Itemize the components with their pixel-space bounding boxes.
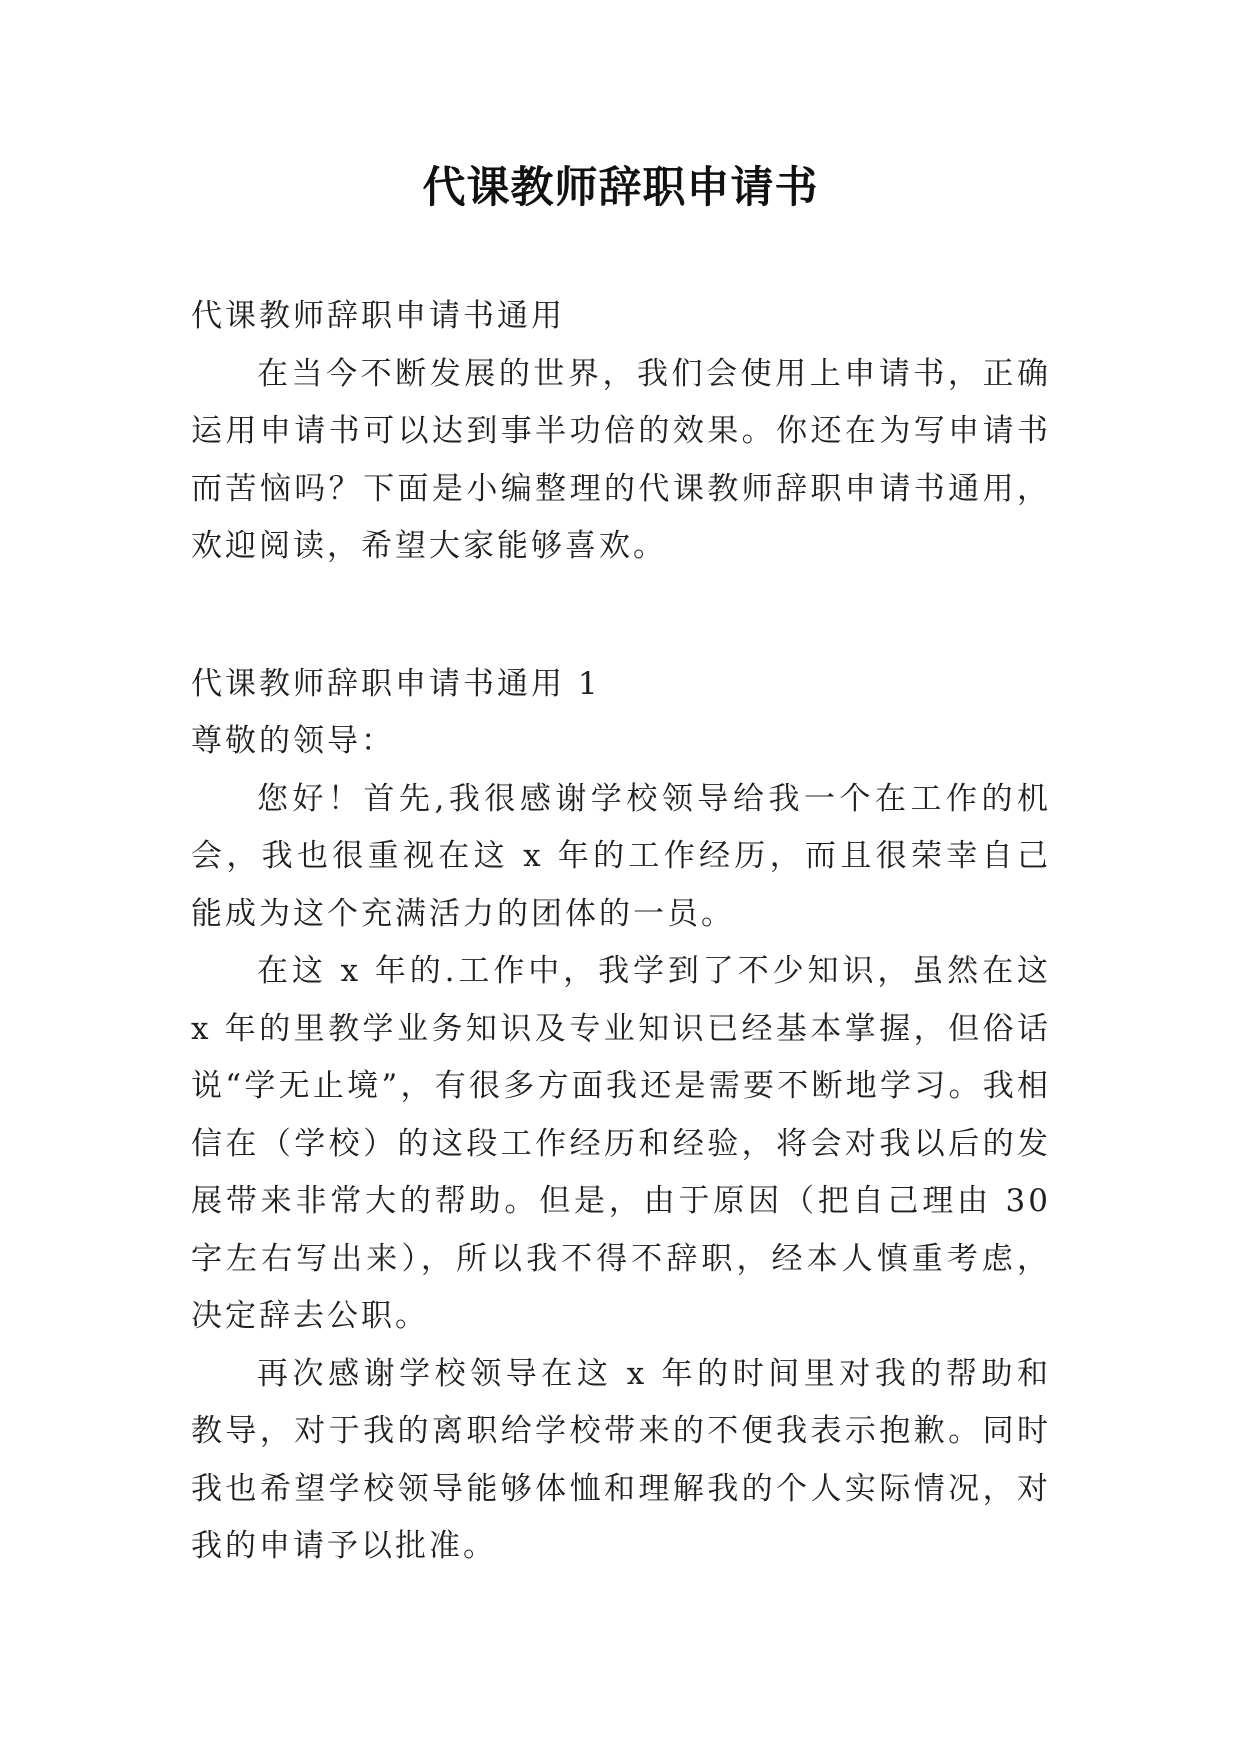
document-body xyxy=(191,288,1051,1576)
body-paragraph-2: 在这 x 年的.工作中，我学到了不少知识，虽然在这 x 年的里教学业务知识及专业知识已经基本掌握，但俗话说“学无止境”，有很多方面我还是需要不断地学习。我相信在（学校）的这段工作经历和经验，将会对我以后的发展带来非常大的帮助。但是，由于原因（把自己理由 30 字左右写出来），所以我不得不辞职，经本人慎重考虑，决定辞去公职。 xyxy=(191,953,1051,1334)
document-title: 代课教师辞职申请书 xyxy=(422,163,819,213)
section-spacer xyxy=(191,576,1051,656)
document-subtitle: 代课教师辞职申请书通用 xyxy=(191,298,565,334)
salutation: 尊敬的领导： xyxy=(191,723,395,759)
body-paragraph-1: 您好！首先,我很感谢学校领导给我一个在工作的机会，我也很重视在这 x 年的工作经历，而且很荣幸自己能成为这个充满活力的团体的一员。 xyxy=(191,780,1051,932)
section-heading: 代课教师辞职申请书通用 1 xyxy=(191,665,601,702)
body-paragraph-3: 再次感谢学校领导在这 x 年的时间里对我的帮助和教导，对于我的离职给学校带来的不便我表示抱歉。同时我也希望学校领导能够体恤和理解我的个人实际情况，对我的申请予以批准。 xyxy=(191,1355,1051,1564)
intro-paragraph: 在当今不断发展的世界，我们会使用上申请书，正确运用申请书可以达到事半功倍的效果。你还在为写申请书而苦恼吗？下面是小编整理的代课教师辞职申请书通用，欢迎阅读，希望大家能够喜欢。 xyxy=(191,355,1051,564)
